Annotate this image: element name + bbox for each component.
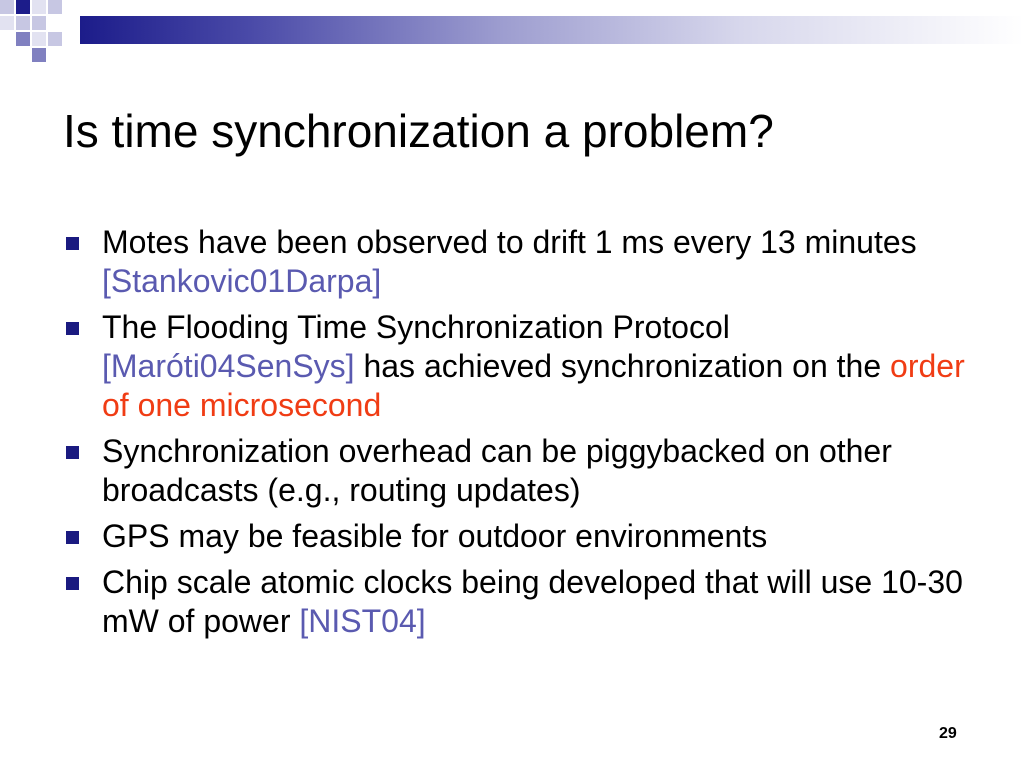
decor-square (16, 32, 30, 46)
bullet-text: The Flooding Time Synchronization Protocol (102, 309, 730, 345)
bullet-text: Synchronization overhead can be piggybacked on other broadcasts (e.g., routing updates) (102, 433, 892, 508)
decor-square (48, 0, 62, 14)
page-number: 29 (939, 725, 957, 742)
decor-square (0, 16, 14, 30)
square-bullet-icon (66, 237, 79, 250)
decor-square (32, 0, 46, 14)
decor-square (16, 16, 30, 30)
bullet-item (65, 517, 965, 556)
bullet-text: Chip scale atomic clocks being developed that will use 10-30 mW of power (102, 564, 963, 639)
decor-square (0, 0, 14, 14)
decor-square (32, 48, 46, 62)
bullet-item (65, 563, 965, 641)
bullet-text: GPS may be feasible for outdoor environments (102, 518, 768, 554)
decor-square (32, 32, 46, 46)
citation: [NIST04] (299, 603, 426, 639)
highlighted-text: order of one microsecond (102, 348, 965, 423)
square-bullet-icon (66, 577, 79, 590)
square-bullet-icon (66, 531, 79, 544)
bullet-text: Motes have been observed to drift 1 ms every 13 minutes (102, 224, 917, 260)
square-bullet-icon (66, 322, 79, 335)
bullet-list (65, 223, 965, 648)
citation: [Maróti04SenSys] (102, 348, 355, 384)
header-decoration (0, 0, 1024, 62)
bullet-item (65, 432, 965, 510)
citation: [Stankovic01Darpa] (102, 263, 382, 299)
decor-square (32, 16, 46, 30)
bullet-item (65, 223, 965, 301)
decor-square (48, 32, 62, 46)
bullet-text-continued: has achieved synchronization on the (354, 348, 891, 384)
header-gradient-bar (80, 16, 1024, 44)
decor-square (16, 0, 30, 14)
square-bullet-icon (66, 446, 79, 459)
bullet-item (65, 308, 965, 425)
slide-title: Is time synchronization a problem? (63, 105, 774, 157)
